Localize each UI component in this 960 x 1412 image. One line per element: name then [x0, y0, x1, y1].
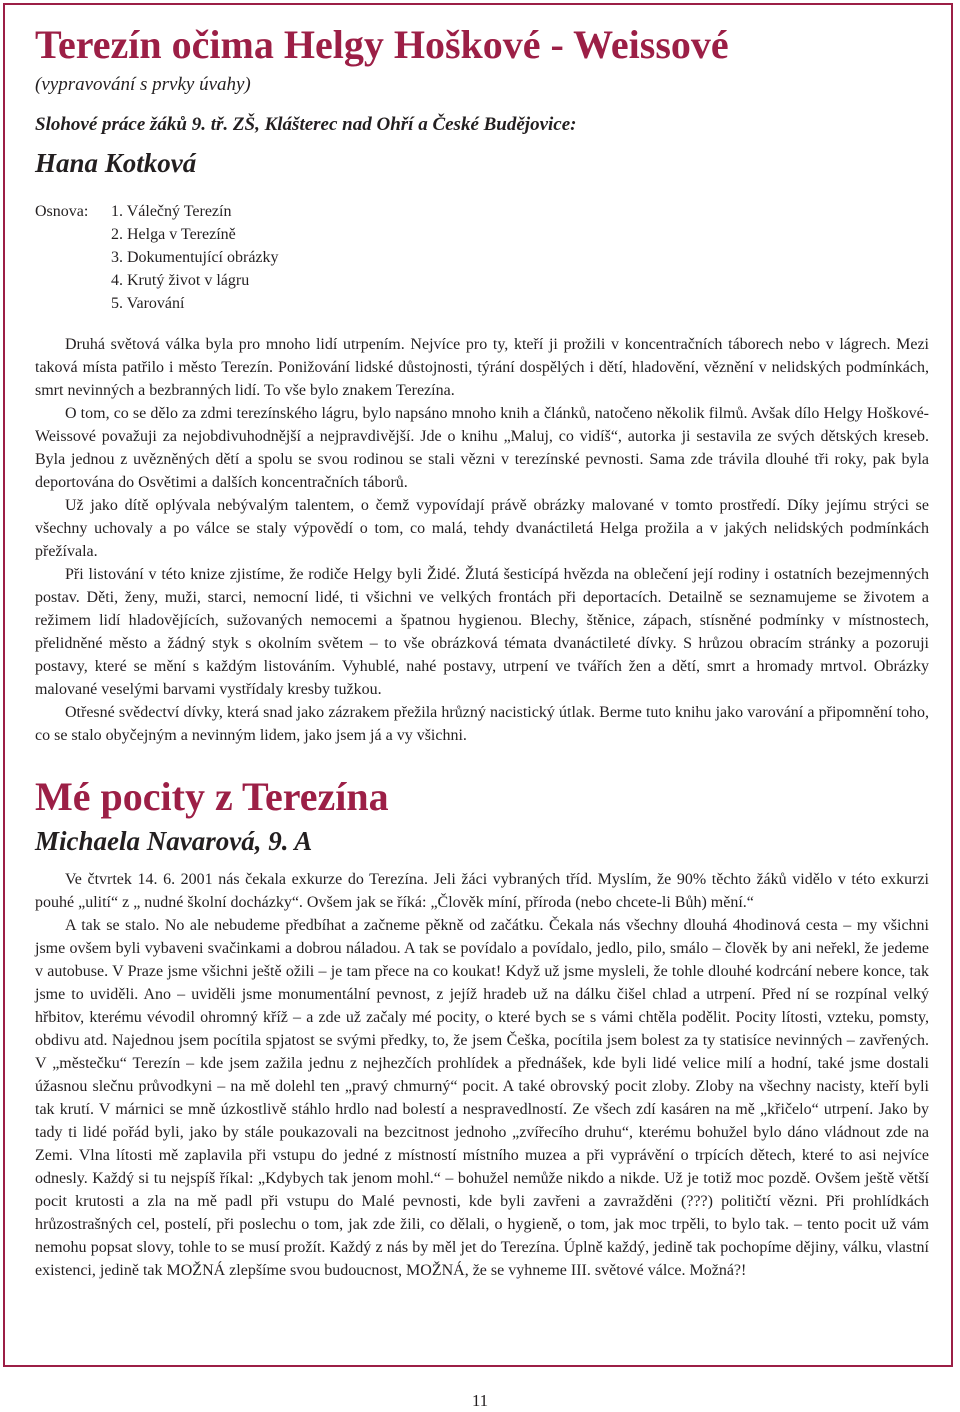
- essay-body: [35, 333, 929, 747]
- author-name: Michaela Navarová, 9. A: [35, 826, 313, 856]
- outline-label: Osnova:: [35, 203, 89, 220]
- outline-item: 3. Dokumentující obrázky: [111, 249, 279, 266]
- outline-list: [111, 200, 279, 315]
- page-number: 11: [471, 1391, 489, 1410]
- article-subtitle: (vypravování s prvky úvahy): [35, 74, 251, 95]
- paragraph: Druhá světová válka byla pro mnoho lidí utrpením. Nejvíce pro ty, kteří ji prožili v koncentračních táborech nebo v lágrech. Mezi taková místa patřilo i město Terezín. Ponižování lidské důstojnosti, týrání dospělých i dětí, hladovění, věznění v nelidských podmínkách, smrt nevinných a bezbranných lidí. To vše bylo znakem Terezína.: [35, 336, 929, 399]
- paragraph: Otřesné svědectví dívky, která snad jako zázrakem přežila hrůzný nacistický útlak. Berme tuto knihu jako varování a připomnění toho, co se stalo obyčejným a nevinným lidem, jako jsem já a vy všichni.: [35, 704, 929, 744]
- outline-item: 1. Válečný Terezín: [111, 203, 232, 220]
- author-name: Hana Kotková: [35, 148, 197, 178]
- article-title: Terezín očima Helgy Hoškové - Weissové: [35, 22, 729, 67]
- paragraph: Při listování v této knize zjistíme, že rodiče Helgy byli Židé. Žlutá šesticípá hvězda na oblečení její rodiny i ostatních bezejmenných postav. Děti, ženy, muži, starci, nemocní lidé, ti všichni ve velkých frontách při deportacích. Detailně se seznamujeme se životem a režimem lidí hladovějících, sužovaných nemocemi a špatnou hygienou. Blechy, štěnice, zápach, stísněné podmínky v místnostech, přelidněné město a žádný styk s okolním světem – to vše obrázková témata dvanáctileté dívky. S hrůzou obracím stránky a pozoruji postavy, které se mění s každým listováním. Vyhublé, nahé postavy, utrpení ve tvářích žen a dětí, smrt a hromady mrtvol. Obrázky malované veselými barvami vystřídaly kresby tužkou.: [35, 566, 929, 698]
- outline-item: 5. Varování: [111, 295, 185, 312]
- section-hana-kotkova: [35, 22, 929, 747]
- paragraph: O tom, co se dělo za zdmi terezínského lágru, bylo napsáno mnoho knih a článků, natočeno několik filmů. Avšak dílo Helgy Hoškové-Weissové považuji za nejobdivuhodnější a nejpravdivější. Jde o knihu „Maluj, co vidíš“, autorka ji sestavila ze svých dětských kreseb. Byla jednou z uvězněných dětí a spolu se svou rodinou se stali vězni v terezínské pevnosti. Sama zde trávila dlouhé tři roky, pak byla deportována do Osvětimi a dalších koncentračních táborů.: [35, 405, 929, 491]
- school-line: Slohové práce žáků 9. tř. ZŠ, Klášterec nad Ohří a České Budějovice:: [35, 114, 577, 135]
- paragraph: Ve čtvrtek 14. 6. 2001 nás čekala exkurze do Terezína. Jeli žáci vybraných tříd. Myslím, že 90% těchto žáků vidělo v této exkurzi pouhé „ulití“ z „ nudné školní docházky“. Ovšem jak se říká: „Člověk míní, příroda (nebo chcete-li Bůh) mění.“: [35, 871, 929, 911]
- outline: [35, 200, 929, 315]
- outline-item: 2. Helga v Terezíně: [111, 226, 236, 243]
- paragraph: Už jako dítě oplývala nebývalým talentem, o čemž vypovídají právě obrázky malované v tomto prostředí. Díky jejímu strýci se všechny uchovaly a po válce se staly výpovědí o tom, co malá, tehdy dvanáctiletá Helga prožila a v jakých nelidských podmínkách přežívala.: [35, 497, 929, 560]
- article-title: Mé pocity z Terezína: [35, 774, 389, 819]
- paragraph: A tak se stalo. No ale nebudeme předbíhat a začneme pěkně od začátku. Čekala nás všechny dlouhá 4hodinová cesta – my všichni jsme ovšem byli vybaveni svačinkami a dobrou náladou. A tak se povídalo a povídalo, jedlo, pilo, smálo – člověk by ani neřekl, že jedeme v autobuse. V Praze jsme všichni ještě ožili – je tam přece na co koukat! Když už jsme mysleli, že tohle dlouhé kodrcání nebere konce, tak jsme to uviděli. Ano – uviděli jsme monumentální pevnost, z jejíž hradeb už na dálku čišel chlad a utrpení. Před ní se rozpínal velký hřbitov, kterému vévodil ohromný kříž – a zde už začaly mé pocity, o které bych se s vámi chtěla podělit. Pocity lítosti, vzteku, pomsty, obdivu atd. Najednou jsem pocítila spjatost se svými předky, to, že jsem Češka, pocítila jsem bolest za ty statisíce nevinných – zavřených. V „městečku“ Terezín – kde jsem zažila jednu z nejhezčích prohlídek a přednášek, kde byli lidé velice milí a hodní, také jsme dostali úžasnou slečnu průvodkyni – na mě dolehl ten „pravý chmurný“ pocit. A také obrovský pocit zloby. Zloby na všechny nacisty, kteří byli tak krutí. V márnici se mně úzkostlivě stáhlo hrdlo nad bolestí a nespravedlností. Ze všech zdí kasáren na mě „křičelo“ utrpení. Jako by tady ti lidé pořád byli, jako by stále poukazovali na bezcitnost jednoho „zvířecího druhu“, kterému bohužel bylo dáno vládnout zde na Zemi. Vlna lítosti mě zaplavila při vstupu do jedné z místností místního muzea a při vyprávění o trpících dětech, které to asi nejvíce odnesly. Každý si tu nejspíš říkal: „Kdybych tak jenom mohl.“ – bohužel nemůže nikdo a nikde. Už je totiž moc pozdě. Ovšem ještě větší pocit krutosti a zla na mě padl při vstupu do Malé pevnosti, kde byli zavřeni a zavražděni (???) političtí vězni. Při prohlídkách hrůzostrašných cel, postelí, při poslechu o tom, jak zde žili, co dělali, o hygieně, o tom, jak moc trpěli, to bylo tak. – tento pocit už vám nemohu popsat slovy, tohle to se musí prožít. Každý z nás by měl jet do Terezína. Úplně každý, jedině tak pochopíme dějiny, válku, vlastní existenci, jedině tak MOŽNÁ zlepšíme svou budoucnost, MOŽNÁ, že se vyhneme III. světové válce. Možná?!: [35, 917, 929, 1279]
- outline-item: 4. Krutý život v lágru: [111, 272, 250, 289]
- essay-body: [35, 868, 929, 1282]
- section-michaela-navarova: [35, 774, 929, 1282]
